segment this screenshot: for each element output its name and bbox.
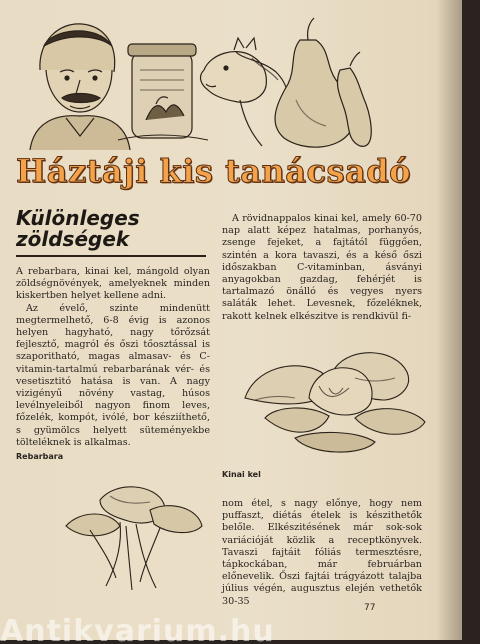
pear-illustration bbox=[275, 18, 371, 147]
subtitle-rule bbox=[16, 255, 206, 257]
left-column bbox=[16, 266, 210, 449]
cabbage-illustration bbox=[225, 338, 445, 466]
horse-illustration bbox=[201, 38, 288, 146]
jar-illustration bbox=[118, 44, 208, 140]
caption-kinai-kel: Kinai kel bbox=[222, 470, 261, 479]
subtitle-line-1: Különleges bbox=[16, 206, 140, 230]
watermark-text: Antikvarium.hu bbox=[0, 614, 275, 644]
man-portrait-illustration bbox=[30, 24, 130, 150]
page-number: 77 bbox=[364, 603, 376, 613]
article-subtitle bbox=[16, 208, 216, 250]
right-column-top bbox=[222, 213, 422, 323]
gutter-shadow bbox=[436, 0, 462, 640]
right-column-bottom bbox=[222, 498, 422, 608]
rhubarb-illustration bbox=[60, 470, 210, 595]
left-paragraph-1: A rebarbara, kinai kel, mángold olyan zöldségnövények, amelyeknek minden kiskertben helyet kellene adni. bbox=[16, 266, 210, 302]
left-paragraph-2: Az évelő, szinte mindenütt megtermelhető, 6-8 évig is azonos helyen hagyható, nagy tőrőzsát fejlesztő, magról és őszi tőosztással is szaporitható, magas almasav- és C-vitamin-tartalmú rebarbarának vér- és vesetisztitó hatása is van. A nagy vizigényű növény vastag, húsos levélnyeleiből nagyon finom leves, főzelék, kompót, ivólé, bor késziíthető, s gyümölcs helyett süteményekbe tölteléknek is alkalmas. bbox=[16, 302, 210, 448]
subtitle-line-2: zöldségek bbox=[16, 227, 130, 251]
right-paragraph-bottom: nom étel, s nagy előnye, hogy nem puffaszt, diétás ételek is készithetők belőle. Elkészitésének már sok-sok variációját közlik a receptkönyvek. Tavaszi fajtáit fóliás termesztésre, tápkockában, már februárban előnevelik. Őszi fajtái trágyázott talajba július végén, augusztus elején vethetők 30-35 bbox=[222, 498, 422, 607]
right-paragraph-top: A rövidnappalos kinai kel, amely 60-70 nap alatt képez hatalmas, porhanyós, zsenge fejeket, a fajtától függően, szintén a kora tavaszi, és a késő őszi időszakban C-vitaminban, ásványi anyagokban gazdag, fehérjét is tartalmazó önálló és vegyes nyers saláták lehet. Levesnek, főzeléknek, rakott kelnek elkészitve is rendkivül fi- bbox=[222, 213, 422, 322]
caption-rebarbara: Rebarbara bbox=[16, 452, 64, 461]
header-illustrations bbox=[0, 0, 440, 150]
article-title: Háztáji kis tanácsadó bbox=[16, 152, 411, 190]
